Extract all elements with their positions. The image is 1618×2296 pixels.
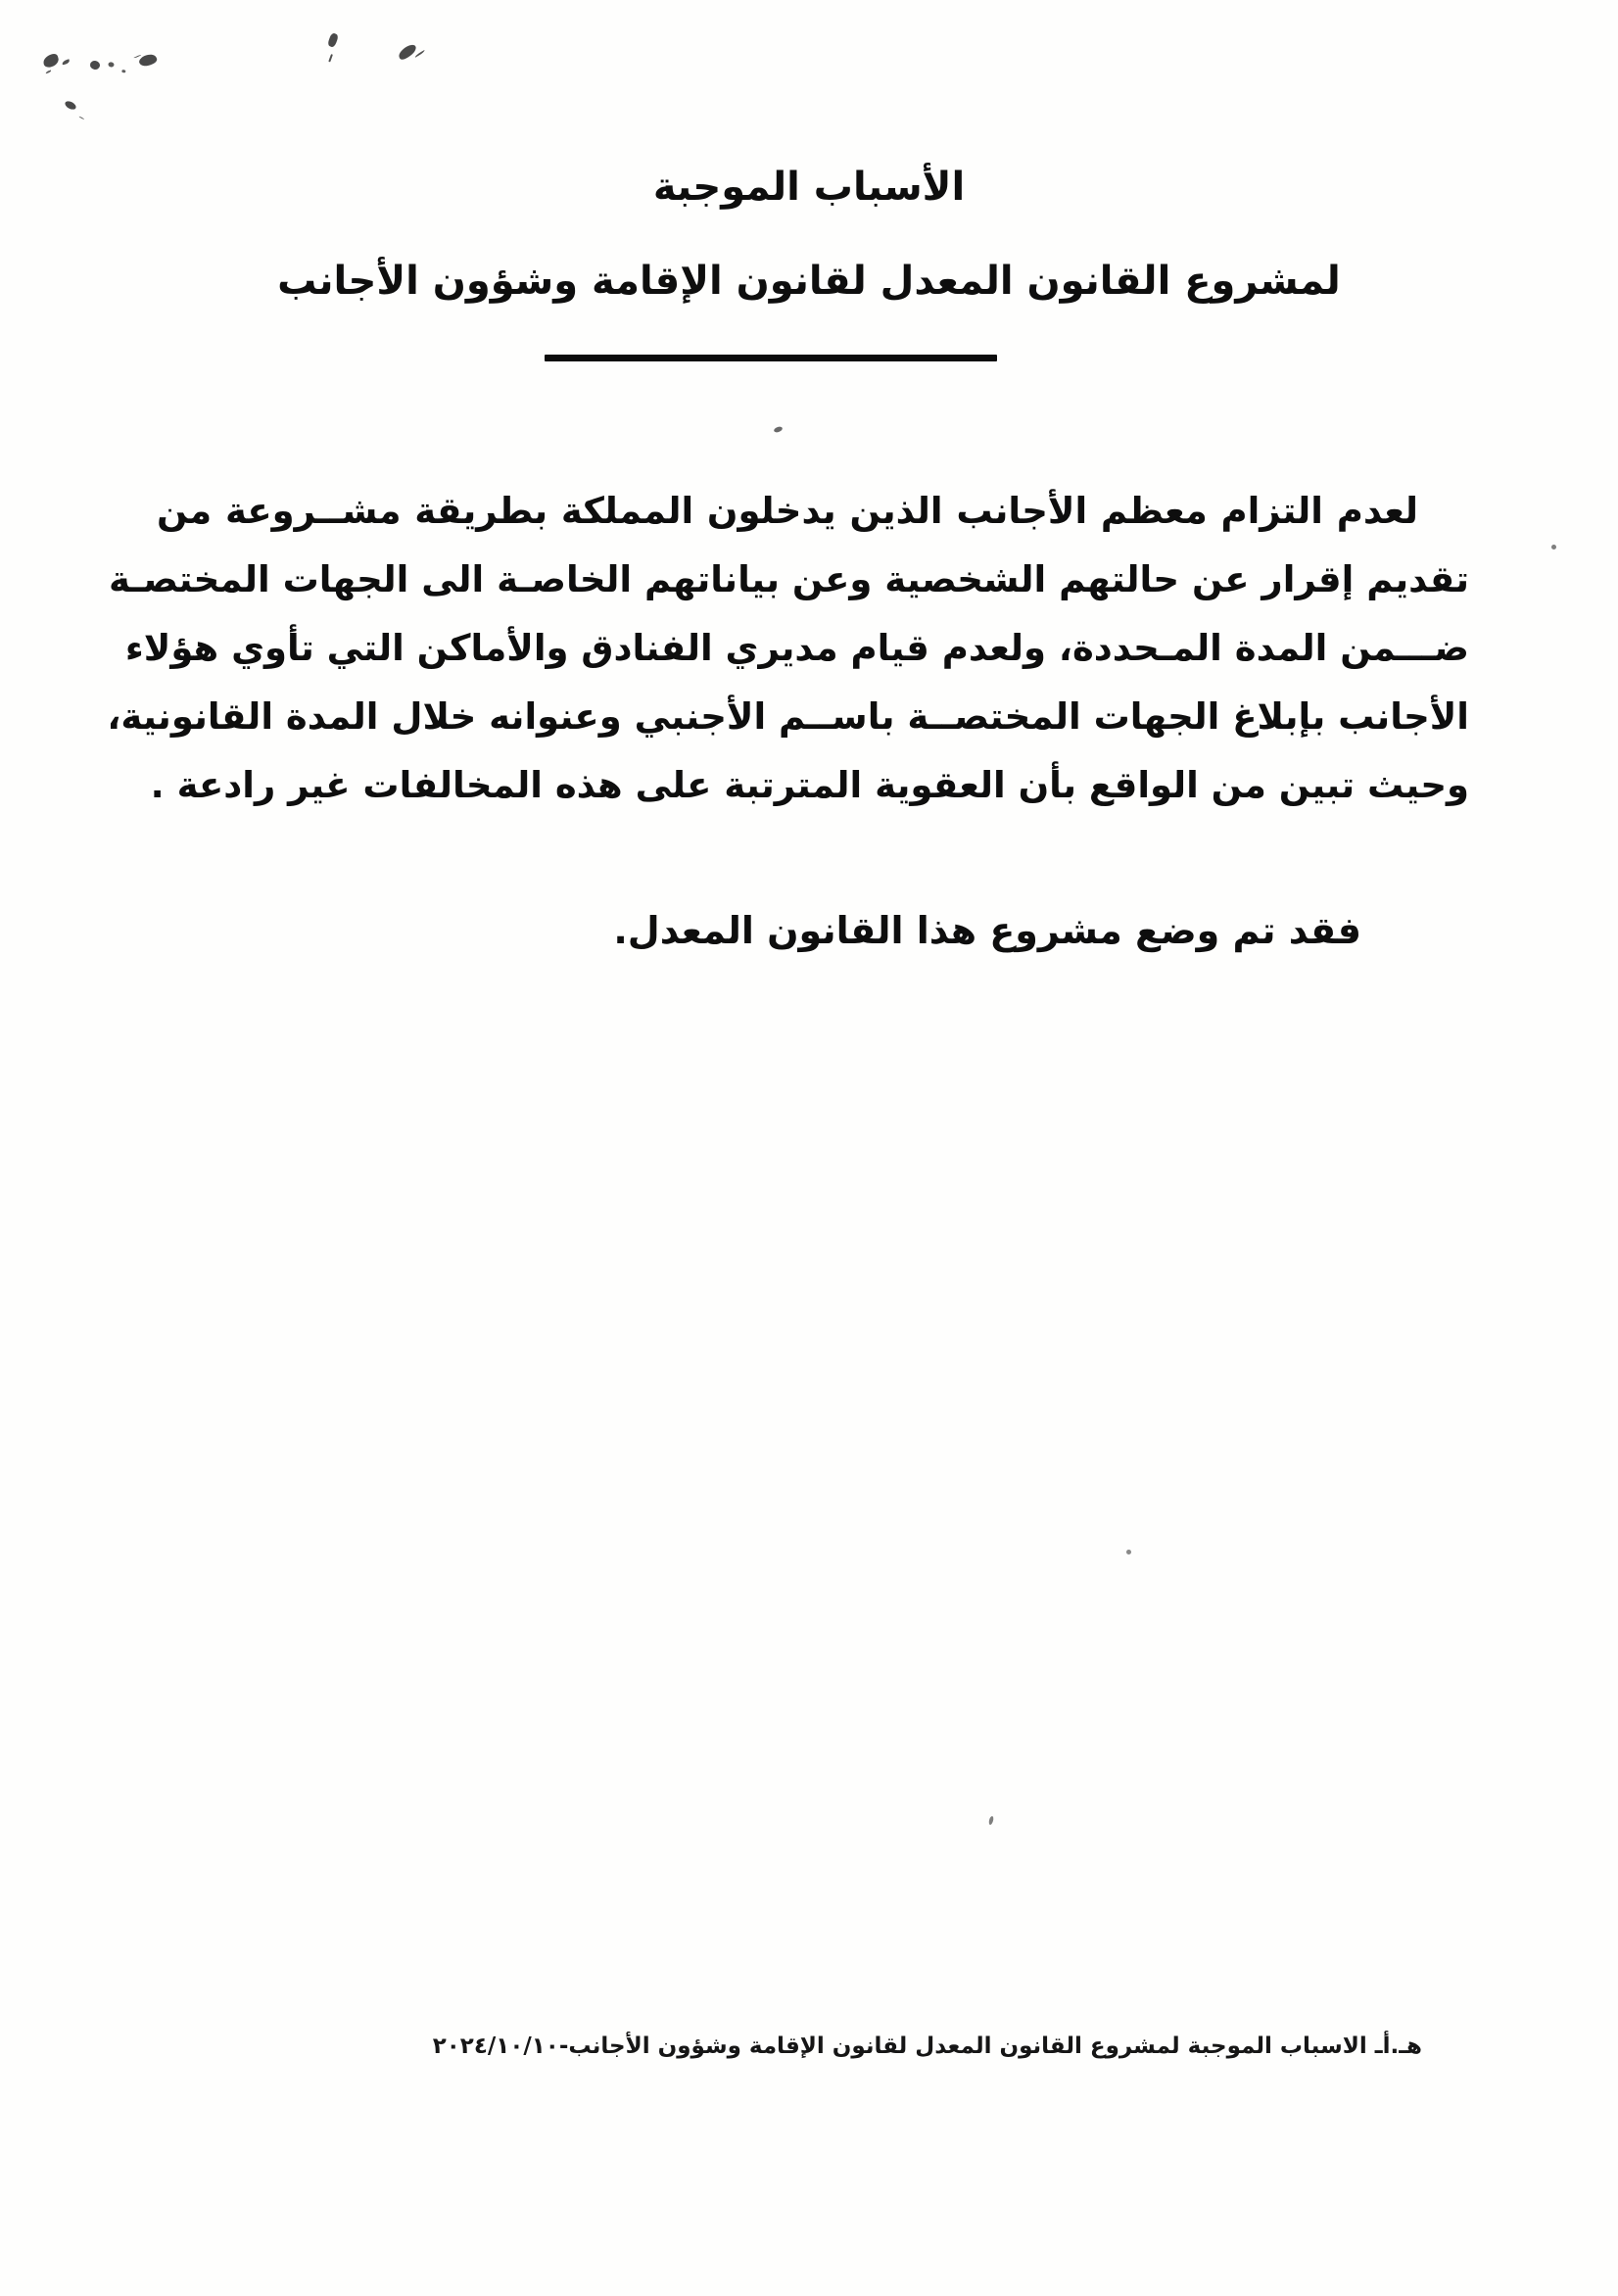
footer-reference-note: هـ.أـ الاسباب الموجبة لمشروع القانون المعدل لقانون الإقامة وشؤون الأجانب-٢٠٢٤/١٠/١٠ xyxy=(432,2033,1422,2059)
document-subtitle: لمشروع القانون المعدل لقانون الإقامة وشؤون الأجانب xyxy=(277,259,1341,304)
scan-artifact xyxy=(64,100,77,112)
scan-artifact xyxy=(42,53,61,69)
title-underline-rule xyxy=(545,355,997,361)
paragraph-line: لعدم التزام معظم الأجانب الذين يدخلون المملكة بطريقة مشــروعة من xyxy=(157,490,1418,532)
scan-artifact xyxy=(988,1816,994,1826)
paragraph-line: الأجانب بإبلاغ الجهات المختصــة باســم الأجنبي وعنوانه خلال المدة القانونية، xyxy=(107,695,1469,738)
scan-artifact xyxy=(773,426,783,434)
scan-artifact xyxy=(397,43,418,62)
paragraph-line: تقديم إقرار عن حالتهم الشخصية وعن بياناتهم الخاصـة الى الجهات المختصـة xyxy=(109,558,1469,600)
scan-artifact xyxy=(1551,545,1556,550)
scan-artifact xyxy=(327,32,339,48)
body-paragraph xyxy=(107,477,1469,820)
scan-artifact xyxy=(1126,1550,1131,1555)
scan-artifact xyxy=(89,60,101,71)
paragraph-line: وحيث تبين من الواقع بأن العقوية المترتبة على هذه المخالفات غير رادعة . xyxy=(150,764,1469,806)
document-title: الأسباب الموجبة xyxy=(652,165,966,210)
closing-line: فقد تم وضع مشروع هذا القانون المعدل. xyxy=(613,909,1361,952)
paragraph-line: ضـــمن المدة المـحددة، ولعدم قيام مديري الفنادق والأماكن التي تأوي هؤلاء xyxy=(124,627,1469,669)
scan-artifact xyxy=(138,52,159,70)
